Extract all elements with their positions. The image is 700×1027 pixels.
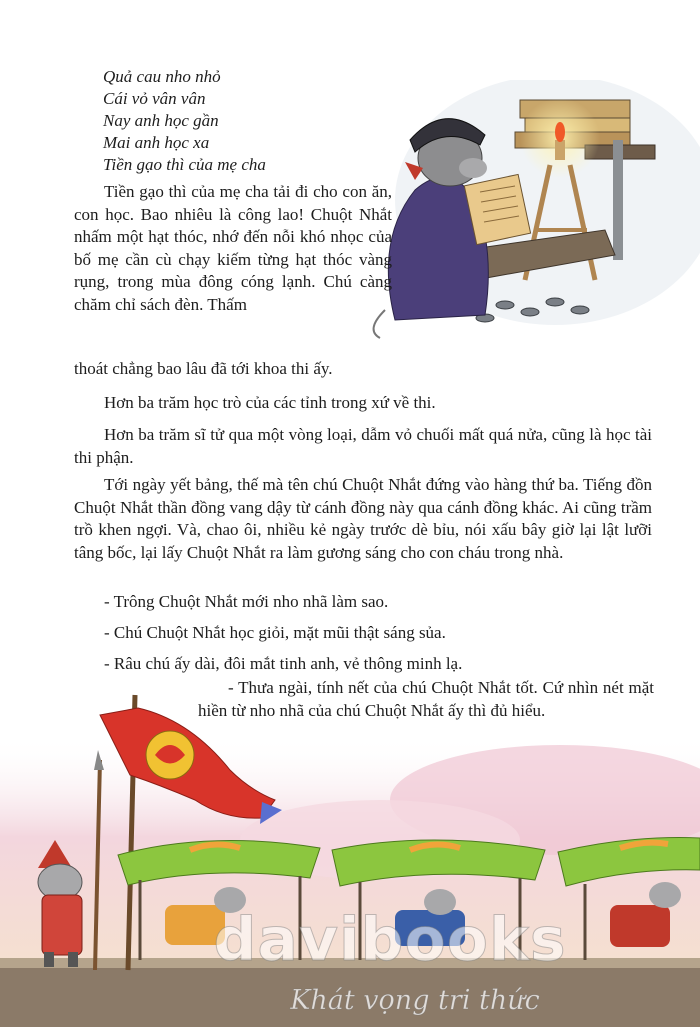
poem-line: Tiền gạo thì của mẹ cha: [103, 155, 266, 174]
poem-line: Mai anh học xa: [103, 133, 210, 152]
dialogue-line: - Trông Chuột Nhắt mới nho nhã làm sao.: [104, 592, 389, 611]
paragraph-exam-students: Hơn ba trăm học trò của các tỉnh trong xứ về thi.: [104, 393, 436, 412]
poem-line: Cái vỏ vân vân: [103, 89, 206, 108]
watermark-tagline: Khát vọng tri thức: [290, 985, 540, 1016]
paragraph-parents-rice-end: thoát chẳng bao lâu đã tới khoa thi ấy.: [74, 359, 333, 378]
exam-pavilions-illustration: [0, 690, 700, 1027]
dialogue-line: - Thưa ngài, tính nết của chú Chuột Nhắt tốt. Cứ nhìn nét mặt hiền từ nho nhã của chú Chuột Nhắt ấy thì đủ hiểu.: [198, 678, 654, 720]
paragraph-parents-rice: Tiền gạo thì của mẹ cha tải đi cho con ăn, con học. Bao nhiêu là công lao! Chuột Nhắt nhấm một hạt thóc, nhớ đến nỗi khó nhọc của bố mẹ cần cù chạy kiếm từng hạt thóc vàng rụng, trong mùa đông cóng lạnh. Chú càng chăm chỉ sách đèn. Thấm: [74, 182, 392, 314]
poem-line: Quả cau nho nhỏ: [103, 67, 221, 86]
dialogue-line: - Chú Chuột Nhắt học giỏi, mặt mũi thật sáng sủa.: [104, 623, 446, 642]
studying-mouse-illustration: [355, 80, 700, 340]
paragraph-results-day: Tới ngày yết bảng, thế mà tên chú Chuột Nhắt đứng vào hàng thứ ba. Tiếng đồn Chuột Nhắt thần đồng vang dậy từ cánh đồng này qua cánh đồng khác. Ai cũng trầm trồ khen ngợi. Và, chao ôi, nhiều kẻ ngày trước dè bỉu, nói xấu bây giờ lại lật lưỡi tâng bốc, lại lấy Chuột Nhắt ra làm gương sáng cho con cháu trong nhà.: [74, 475, 652, 562]
paragraph-first-round: Hơn ba trăm sĩ tử qua một vòng loại, dẫm vỏ chuối mất quá nửa, cũng là học tài thi phận.: [74, 425, 652, 467]
poem-verse: [103, 66, 266, 176]
poem-line: Nay anh học gần: [103, 111, 219, 130]
dialogue-line: - Râu chú ấy dài, đôi mắt tinh anh, vẻ thông minh lạ.: [104, 654, 463, 673]
watermark-brand: davibooks: [213, 905, 567, 975]
